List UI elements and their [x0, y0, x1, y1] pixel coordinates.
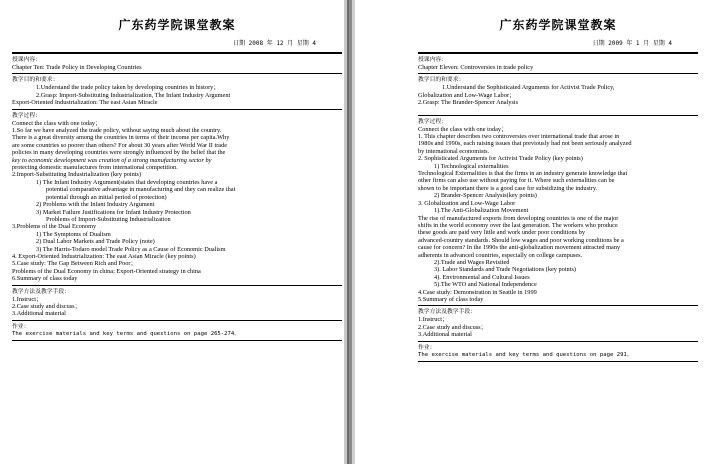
method-item: 2.Case study and discuss；: [418, 323, 487, 331]
process-line: other firms can also use without paying for it. Where such externalities can be: [418, 177, 615, 185]
process-line: 6.Summary of class today: [12, 275, 78, 283]
process-line: 1) The Symptoms of Dualism: [36, 230, 111, 238]
process-line: shown to be important there is a good case for subsidizing the industry.: [418, 184, 598, 192]
process-line: protecting domestic manufactures from international competition.: [12, 164, 178, 172]
process-line: 1980s and 1990s, each raising issues that previously had not been seriously analyzed: [418, 140, 632, 148]
section-divider: [418, 115, 698, 116]
section-divider: [12, 285, 342, 286]
process-line: Problems of the Dual Economy in china; Export-Oriented strategy in china: [12, 267, 201, 275]
method-item: 3.Additional material: [12, 310, 66, 318]
homework-label: 作业：: [12, 323, 30, 330]
homework-label: 作业：: [418, 344, 436, 351]
process-line: Problems of Import-Substituting Industrialization: [46, 215, 171, 223]
process-line: policies in many developing countries were strongly influenced by the belief that the: [12, 149, 226, 157]
chapter-title: Chapter Ten: Trade Policy in Developing Countries: [12, 64, 142, 71]
method-item: 1.Instruct；: [12, 295, 43, 303]
process-line: 2) Brander-Spencer Analysis(key points): [434, 192, 537, 200]
method-item: 2.Case study and discuss；: [12, 302, 81, 310]
page-title: 广东药学院课堂教案: [499, 18, 617, 32]
objective-item: Export-Oriented Industrialization: The east Asian Miracle: [12, 99, 158, 107]
objective-item: 1.Understand the Sophisticated Arguments for Activist Trade Policy,: [442, 84, 615, 92]
process-line: Technological Externalities is that the firms in an industry generate knowledge that: [418, 170, 628, 178]
content-label: 授课内容：: [12, 57, 41, 63]
section-divider: [12, 73, 342, 74]
process-line: 4. Export-Oriented Industrialization: The east Asian Miracle (key points): [12, 252, 196, 260]
process-list: [12, 120, 342, 283]
objectives-label: 教学目的和要求：: [418, 77, 465, 84]
date-line: 日期 2009 年 1 月 星期 4: [592, 40, 672, 47]
objectives-label: 教学目的和要求：: [12, 77, 59, 84]
process-line: potential through an initial period of protection): [46, 193, 167, 201]
objective-item: 2.Grasp: The Brander-Spencer Analysis: [418, 99, 519, 107]
process-line: There is a great diversity among the countries in terms of their income per capita.Why: [12, 134, 230, 142]
process-line: Connect the class with one today；: [12, 119, 102, 127]
process-line: 3) Market Failure Justifications for Infant Industry Protection: [36, 208, 191, 216]
process-line: key to economic development was creation of a strong manufacturing sector by: [12, 156, 212, 164]
process-line: 2) Dual Labor Markets and Trade Policy (note): [36, 238, 155, 246]
process-line: 2) Problems with the Infant Industry Argument: [36, 201, 155, 209]
objective-item: Globalization and Low-Wage Labor；: [418, 91, 516, 99]
section-divider: [418, 73, 698, 74]
process-line: 3. Globalization and Low-Wage Labor: [418, 199, 516, 207]
process-line: 3.Problems of the Dual Economy: [12, 223, 97, 231]
section-divider: [418, 305, 698, 306]
process-line: 1) The Infant Industry Argument(states that developing countries have a: [36, 178, 218, 186]
process-line: 4). Environmental and Cultural Issues: [434, 273, 530, 281]
process-line: these goods are paid very little and work under poor conditions by: [418, 229, 586, 237]
process-line: 5.Summary of class today: [418, 295, 484, 303]
process-label: 教学过程：: [418, 118, 447, 125]
process-line: 1) Technological externalities: [434, 162, 509, 170]
methods-label: 教学方法及教学手段：: [12, 288, 70, 295]
process-line: cause for concern? In the 1990s the anti-globalization movement attracted many: [418, 244, 621, 252]
process-line: 2.Import-Substituting Industrialization (key points): [12, 171, 142, 179]
process-line: 1. This chapter describes two controversies over international trade that arose in: [418, 133, 620, 141]
section-divider: [418, 341, 698, 342]
date-line: 日期 2008 年 12 月 星期 4: [233, 40, 316, 47]
process-line: advanced-country standards. Should low wages and poor working conditions be a: [418, 236, 624, 244]
section-divider: [12, 320, 342, 321]
method-item: 1.Instruct；: [418, 316, 449, 324]
process-line: adherents in advanced countries, especially on college campuses.: [418, 251, 583, 259]
section-divider: [12, 340, 342, 341]
method-item: 3.Additional material: [418, 331, 472, 339]
objective-item: 1.Understand the trade policy taken by developing countries in history；: [36, 84, 220, 92]
process-line: The rise of manufactured exports from developing countries is one of the major: [418, 214, 619, 222]
process-line: shifts in the world economy over the last generation. The workers who produce: [418, 221, 618, 229]
process-line: Connect the class with one today；: [418, 125, 508, 133]
section-divider: [418, 52, 698, 54]
process-list: [418, 126, 698, 304]
homework-text: The exercise materials and key terms and questions on page 291。: [418, 351, 633, 358]
process-line: potential comparative advantage in manufacturing and they can realize that: [46, 186, 236, 194]
document-page-right: [358, 0, 710, 464]
page-title: 广东药学院课堂教案: [118, 18, 236, 32]
content-label: 授课内容：: [418, 57, 447, 63]
process-line: 5).The WTO and National Independence: [434, 281, 537, 289]
process-line: 3). Labor Standards and Trade Negotiations (key points): [434, 266, 577, 274]
process-line: 1.So far we have analyzed the trade policy, without saying much about the country.: [12, 127, 222, 135]
process-line: 4.Case study: Demonstration in Seattle in 1999: [418, 288, 537, 296]
process-line: are some countries so poorer than others? For about 30 years after World War II trade: [12, 141, 228, 149]
objective-item: 2.Grasp: Import-Substituting Industrialization, The Infant Industry Argument: [36, 91, 231, 99]
process-line: 2. Sophisticated Arguments for Activist Trade Policy (key points): [418, 155, 583, 163]
homework-text: The exercise materials and key terms and questions on page 265-274。: [12, 330, 240, 337]
section-divider: [12, 109, 342, 110]
process-line: 5.Case study: The Gap Between Rich and Poor；: [12, 260, 137, 268]
process-line: by international economists.: [418, 147, 490, 155]
section-divider: [418, 361, 698, 362]
section-divider: [12, 52, 342, 54]
process-line: 1).The Anti-Globalization Movement: [434, 207, 529, 215]
methods-label: 教学方法及教学手段：: [418, 309, 476, 316]
document-page-left: [0, 0, 352, 464]
chapter-title: Chapter Eleven: Controversies in trade policy: [418, 64, 534, 71]
process-label: 教学过程：: [12, 112, 41, 119]
page-divider: [344, 0, 358, 464]
process-line: 3) The Harris-Todaro model Trade Policy as a Cause of Economic Dualism: [36, 245, 226, 253]
process-line: 2).Trade and Wages Revisited: [434, 258, 510, 266]
